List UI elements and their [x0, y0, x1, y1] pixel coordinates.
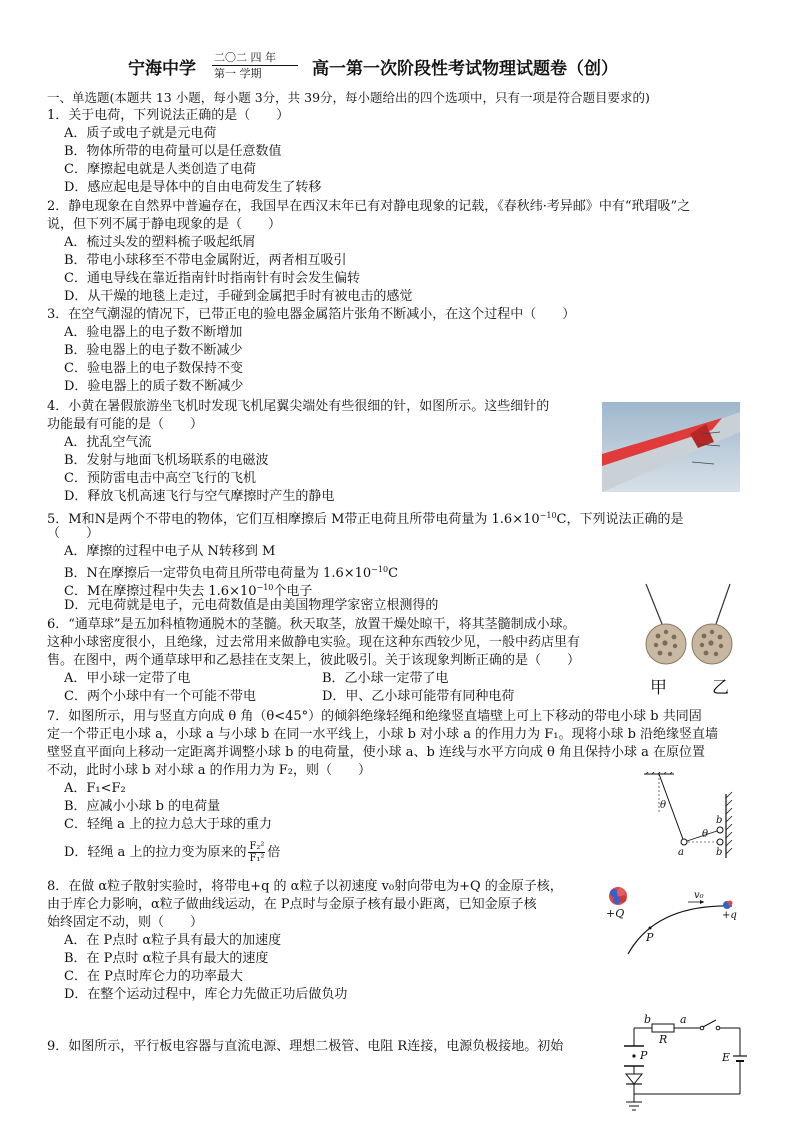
question-5-stem — [47, 507, 684, 529]
question-6-stem-line3: 售。在图中，两个通草球甲和乙悬挂在支架上，彼此吸引。关于该现象判断正确的是（ ） — [47, 653, 581, 668]
q7-option-a: A．F₁<F₂ — [64, 781, 126, 796]
q4-option-a: A．扰乱空气流 — [64, 435, 152, 450]
exam-title: 高一第一次阶段性考试物理试题卷（创） — [312, 59, 618, 79]
ball-a-label: a — [678, 847, 684, 858]
question-2-stem-line2: 说，但下列不属于静电现象的是（ ） — [47, 217, 282, 232]
q1-option-b: B．物体所带的电荷量可以是任意数值 — [64, 144, 282, 159]
fraction-denominator: F₁² — [249, 853, 265, 864]
q8-option-d: D．在整个运动过程中，库仑力先做正功后做负功 — [64, 987, 348, 1002]
pith-ball-jia-label: 甲 — [650, 678, 667, 698]
q2-option-c: C．通电导线在靠近指南针时指南针有时会发生偏转 — [64, 271, 360, 286]
force-ratio-fraction — [248, 841, 265, 864]
question-6-stem-line2: 这种小球密度很小，且绝缘，过去常用来做静电实验。现在这种东西较少见，一般中药店里有 — [47, 635, 581, 650]
ball-b-upper-label: b — [716, 815, 723, 826]
q1-option-d: D．感应起电是导体中的自由电荷发生了转移 — [64, 180, 322, 195]
question-2-stem-line1: 2．静电现象在自然界中普遍存在，我国早在西汉末年已有对静电现象的记载，《春秋纬·考异邮》中有“玳瑁吸”之 — [47, 199, 691, 214]
capacitor-circuit-drawing — [612, 1012, 752, 1118]
terminal-a-label: a — [680, 1013, 687, 1026]
q3-option-c: C．验电器上的电子数保持不变 — [64, 361, 243, 376]
question-4-stem-line1: 4．小黄在暑假旅游坐飞机时发现飞机尾翼尖端处有些很细的针，如图所示。这些细针的 — [47, 399, 550, 414]
question-6-stem-line1: 6．“通草球”是五加科植物通脱木的茎髓。秋天取茎，放置干燥处晾干，将其茎髓制成小球。 — [47, 617, 576, 632]
section-heading: 一、单选题(本题共 13 小题，每小题 3分，共 39分，每小题给出的四个选项中，只有一项是符合题目要求的) — [47, 90, 650, 105]
terminal-b-label: b — [644, 1013, 652, 1026]
q4-option-c: C．预防雷电击中高空飞行的飞机 — [64, 471, 256, 486]
q1-option-a: A．质子或电子就是元电荷 — [64, 126, 217, 141]
q4-option-d: D．释放飞机高速飞行与空气摩擦时产生的静电 — [64, 489, 335, 504]
closest-point-label: P — [646, 931, 654, 944]
q8-option-c: C．在 P点时库仑力的功率最大 — [64, 969, 243, 984]
ball-b-lower-label: b — [716, 847, 723, 858]
q5-option-c-exp: −10 — [256, 583, 274, 592]
question-8-stem-line3: 始终固定不动，则（ ） — [47, 915, 204, 930]
question-8-stem-line2: 由于库仑力影响，α粒子做曲线运动，在 P点时与金原子核有最小距离，已知金原子核 — [47, 897, 537, 912]
alpha-charge-label: +q — [722, 910, 737, 921]
q6-option-b: B．乙小球一定带了电 — [322, 671, 449, 686]
q5-option-c-pre: C．M在摩擦过程中失去 1.6×10 — [64, 584, 257, 599]
q5-stem-part-b: C，下列说法正确的是 — [556, 512, 684, 527]
airplane-wing-image — [602, 402, 740, 492]
line-angle-label: θ — [702, 829, 709, 840]
q3-option-d: D．验电器上的质子数不断减少 — [64, 379, 244, 394]
question-7-stem-line2: 定一个带正电小球 a，小球 a 与小球 b 在同一水平线上，小球 b 对小球 a 的作用力为 F₁。现将小球 b 沿绝缘竖直墙 — [47, 727, 719, 742]
q6-option-c: C．两个小球中有一个可能不带电 — [64, 689, 256, 704]
q2-option-d: D．从干燥的地毯上走过，手碰到金属把手时有被电击的感觉 — [64, 289, 413, 304]
q5-option-b-pre: B．N在摩擦后一定带负电荷且所带电荷量为 1.6×10 — [64, 566, 372, 581]
question-8-stem-line1: 8．在做 α粒子散射实验时，将带电+q 的 α粒子以初速度 v₀射向带电为+Q 的金原子核， — [47, 879, 563, 894]
question-3-stem: 3．在空气潮湿的情况下，已带正电的验电器金属箔片张角不断减小，在这个过程中（ ） — [47, 307, 576, 322]
q5-stem-part-a: 5．M和N是两个不带电的物体，它们互相摩擦后 M带正电荷且所带电荷量为 1.6×10 — [47, 512, 540, 527]
q7-option-d-post: 倍 — [267, 845, 281, 860]
q5-option-b-post: C — [388, 566, 399, 581]
rope-wall-figure — [640, 772, 742, 862]
fraction-numerator: F₂² — [249, 841, 265, 852]
emf-label: E — [722, 1051, 731, 1064]
q7-option-c: C．轻绳 a 上的拉力总大于球的重力 — [64, 817, 272, 832]
school-name: 宁海中学 — [128, 59, 196, 79]
point-p-label: P — [640, 1049, 648, 1062]
question-7-stem-line3: 壁竖直平面向上移动一定距离并调整小球 b 的电荷量，使小球 a、b 连线与水平方向成 θ 角且保持小球 a 在原位置 — [47, 745, 706, 760]
question-4-stem-line2: 功能最有可能的是（ ） — [47, 417, 204, 432]
q6-option-a: A．甲小球一定带了电 — [64, 671, 191, 686]
q8-option-a: A．在 P点时 α粒子具有最大的加速度 — [64, 933, 282, 948]
q7-option-d — [64, 841, 280, 864]
q5-option-d: D．元电荷就是电子，元电荷数值是由美国物理学家密立根测得的 — [64, 598, 439, 613]
q7-option-d-pre: D．轻绳 a 上的拉力变为原来的 — [64, 845, 247, 860]
alpha-scattering-figure — [604, 878, 744, 958]
q2-option-a: A．梳过头发的塑料梳子吸起纸屑 — [64, 235, 256, 250]
nucleus-charge-label: +Q — [606, 907, 625, 920]
q7-option-b: B．应减小小球 b 的电荷量 — [64, 799, 221, 814]
q5-option-c-post: 个电子 — [273, 584, 313, 599]
q8-option-b: B．在 P点时 α粒子具有最大的速度 — [64, 951, 269, 966]
question-7-stem-line4: 不动，此时小球 b 对小球 a 的作用力为 F₂，则（ ） — [47, 763, 371, 778]
question-1-stem: 1．关于电荷，下列说法正确的是（ ） — [47, 108, 290, 123]
term-label: 第一 学期 — [214, 67, 262, 80]
q5-stem-exponent: −10 — [539, 511, 557, 520]
q5-option-a: A．摩擦的过程中电子从 N转移到 M — [64, 544, 276, 559]
q3-option-a: A．验电器上的电子数不断增加 — [64, 325, 243, 340]
rope-wall-drawing — [640, 772, 742, 862]
rope-angle-label: θ — [660, 800, 667, 811]
initial-velocity-label: v₀ — [694, 890, 704, 901]
capacitor-circuit-figure — [612, 1012, 752, 1118]
question-9-stem-line1: 9．如图所示，平行板电容器与直流电源、理想二极管、电阻 R连接，电源负极接地。初始 — [47, 1039, 564, 1054]
q3-option-b: B．验电器上的电子数不断减少 — [64, 343, 243, 358]
year-label: 二〇二 四 年 — [214, 51, 276, 64]
pith-balls-figure — [632, 582, 744, 704]
resistor-label: R — [659, 1033, 668, 1046]
q2-option-b: B．带电小球移至不带电金属附近，两者相互吸引 — [64, 253, 347, 268]
pith-ball-yi-label: 乙 — [712, 678, 729, 698]
title-divider — [212, 65, 298, 66]
question-7-stem-line1: 7．如图所示，用与竖直方向成 θ 角（θ<45°）的倾斜绝缘轻绳和绝缘竖直墙壁上可上下移动的带电小球 b 共同固 — [47, 709, 702, 724]
q1-option-c: C．摩擦起电就是人类创造了电荷 — [64, 162, 256, 177]
q6-option-d: D．甲、乙小球可能带有同种电荷 — [322, 689, 515, 704]
q5-option-b-exp: −10 — [371, 565, 389, 574]
q4-option-b: B．发射与地面飞机场联系的电磁波 — [64, 453, 269, 468]
question-5-stem-line2: （ ） — [47, 526, 100, 541]
